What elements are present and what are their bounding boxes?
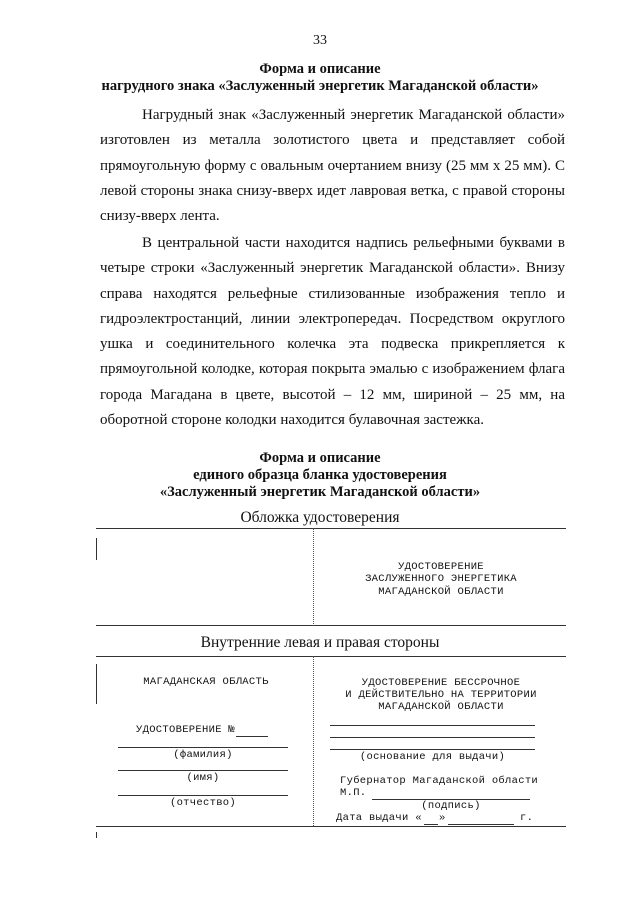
- cover-label: Обложка удостоверения: [240, 509, 400, 526]
- left-patronymic-line: [118, 795, 288, 796]
- inner-corner-mark: [96, 832, 97, 838]
- inner-fold-line: [313, 656, 314, 826]
- paragraph-badge-details: В центральной части находится надпись рельефными буквами в четыре строки «Заслуженный энергетик Магаданской области». Внизу справа находятся рельефные стилизованные изображения тепло и гидроэлектростанций, линии электропередач. Посредством округлого ушка и соединительного колечка эта подвеска прикрепляется к прямоугольной колодке, которая покрыта эмалью с изображением флага города Магадана в цвете, высотой – 12 мм, шириной – 25 мм, на оборотной стороне колодки находится булавочная застежка.: [100, 235, 565, 429]
- left-cert-no-line: [236, 736, 268, 737]
- left-patronymic-caption: (отчество): [169, 797, 236, 809]
- right-text-line1: УДОСТОВЕРЕНИЕ БЕССРОЧНОЕ: [361, 677, 521, 689]
- paragraph-badge-description: Нагрудный знак «Заслуженный энергетик Магаданской области» изготовлен из металла золотистого цвета и представляет собой прямоугольную форму с овальным очертанием внизу (25 мм х 25 мм). С левой стороны знака снизу-вверх идет лавровая ветка, с правой стороны снизу-вверх лента.: [100, 107, 565, 225]
- page-number: 33: [313, 33, 327, 48]
- right-basis-line1: [330, 725, 535, 726]
- inner-label: Внутренние левая и правая стороны: [200, 634, 440, 651]
- inner-left-mark: [96, 664, 97, 704]
- section1-title-line1: Форма и описание: [259, 61, 381, 77]
- right-basis-line3: [330, 749, 535, 750]
- right-issue-month-line: [448, 824, 514, 825]
- right-issue-date-end: г.: [520, 812, 534, 824]
- right-issue-day-line: [424, 824, 438, 825]
- left-surname-caption: (фамилия): [173, 749, 233, 761]
- left-region: МАГАДАНСКАЯ ОБЛАСТЬ: [143, 676, 269, 688]
- section2-title-line3: «Заслуженный энергетик Магаданской области»: [159, 484, 481, 500]
- cover-left-mark: [96, 538, 97, 560]
- right-basis-caption: (основание для выдачи): [359, 751, 506, 763]
- cover-text-line3: МАГАДАНСКОЙ ОБЛАСТИ: [378, 586, 504, 598]
- right-basis-line2: [330, 737, 535, 738]
- section2-title-line1: Форма и описание: [259, 450, 381, 466]
- cover-bottom-border: [96, 625, 566, 626]
- left-surname-line: [118, 747, 288, 748]
- cover-fold-line: [313, 528, 314, 626]
- right-signature-caption: (подпись): [421, 800, 481, 812]
- right-governor: Губернатор Магаданской области: [340, 775, 539, 787]
- right-mp: М.П.: [340, 787, 367, 799]
- cover-text-line1: УДОСТОВЕРЕНИЕ: [398, 561, 484, 573]
- right-issue-date-label: Дата выдачи «: [336, 812, 422, 824]
- left-name-line: [118, 770, 288, 771]
- left-cert-no-label: УДОСТОВЕРЕНИЕ №: [136, 724, 236, 736]
- section1-title-line2: нагрудного знака «Заслуженный энергетик Магаданской области»: [101, 78, 539, 94]
- cover-text-line2: ЗАСЛУЖЕННОГО ЭНЕРГЕТИКА: [365, 573, 517, 585]
- right-text-line2: И ДЕЙСТВИТЕЛЬНО НА ТЕРРИТОРИИ: [345, 689, 537, 701]
- section2-title-line2: единого образца бланка удостоверения: [193, 467, 447, 483]
- inner-form: [96, 656, 566, 838]
- right-issue-date-mid: »: [439, 812, 446, 824]
- left-name-caption: (имя): [186, 772, 220, 784]
- cover-form: [96, 528, 566, 626]
- right-text-line3: МАГАДАНСКОЙ ОБЛАСТИ: [378, 701, 504, 713]
- inner-top-border: [96, 656, 566, 657]
- inner-bottom-border: [96, 826, 566, 827]
- cover-top-border: [96, 528, 566, 529]
